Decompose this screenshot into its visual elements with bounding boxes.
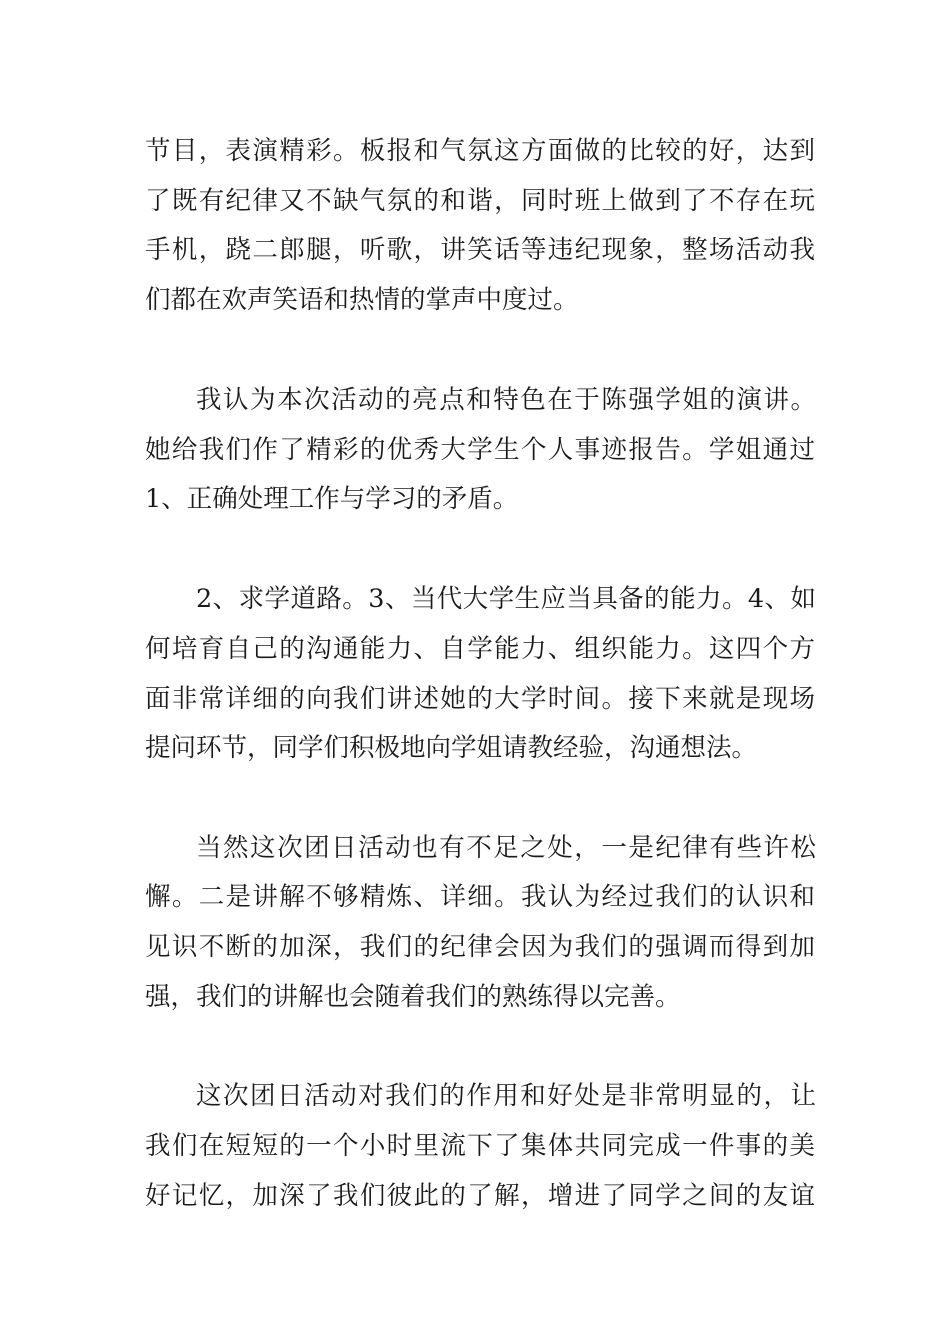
text-line: 手机，跷二郎腿，听歌，讲笑话等违纪现象，整场活动我 (145, 235, 815, 265)
text-line: 提问环节，同学们积极地向学姐请教经验，沟通想法。 (145, 733, 758, 763)
text-line: 了既有纪律又不缺气氛的和谐，同时班上做到了不存在玩 (145, 186, 815, 216)
text-line: 强，我们的讲解也会随着我们的熟练得以完善。 (145, 982, 681, 1012)
text-line: 当然这次团日活动也有不足之处，一是纪律有些许松 (196, 833, 816, 863)
text-line: 面非常详细的向我们讲述她的大学时间。接下来就是现场 (145, 684, 815, 714)
text-line: 见识不断的加深，我们的纪律会因为我们的强调而得到加 (145, 932, 815, 962)
text-line: 好记忆，加深了我们彼此的了解，增进了同学之间的友谊 (145, 1181, 815, 1211)
text-line: 我们在短短的一个小时里流下了集体共同完成一件事的美 (145, 1131, 815, 1161)
text-line: 何培育自己的沟通能力、自学能力、组织能力。这四个方 (145, 634, 815, 664)
text-line: 2、求学道路。3、当代大学生应当具备的能力。4、如 (196, 584, 816, 614)
text-line: 1、正确处理工作与学习的矛盾。 (145, 484, 519, 514)
text-line: 这次团日活动对我们的作用和好处是非常明显的，让 (196, 1081, 816, 1111)
text-line: 懈。二是讲解不够精炼、详细。我认为经过我们的认识和 (145, 882, 815, 912)
text-line: 我认为本次活动的亮点和特色在于陈强学姐的演讲。 (196, 385, 816, 415)
text-line: 们都在欢声笑语和热情的掌声中度过。 (145, 285, 579, 315)
text-line: 节目，表演精彩。板报和气氛这方面做的比较的好，达到 (145, 136, 815, 166)
text-line: 她给我们作了精彩的优秀大学生个人事迹报告。学姐通过 (145, 435, 815, 465)
